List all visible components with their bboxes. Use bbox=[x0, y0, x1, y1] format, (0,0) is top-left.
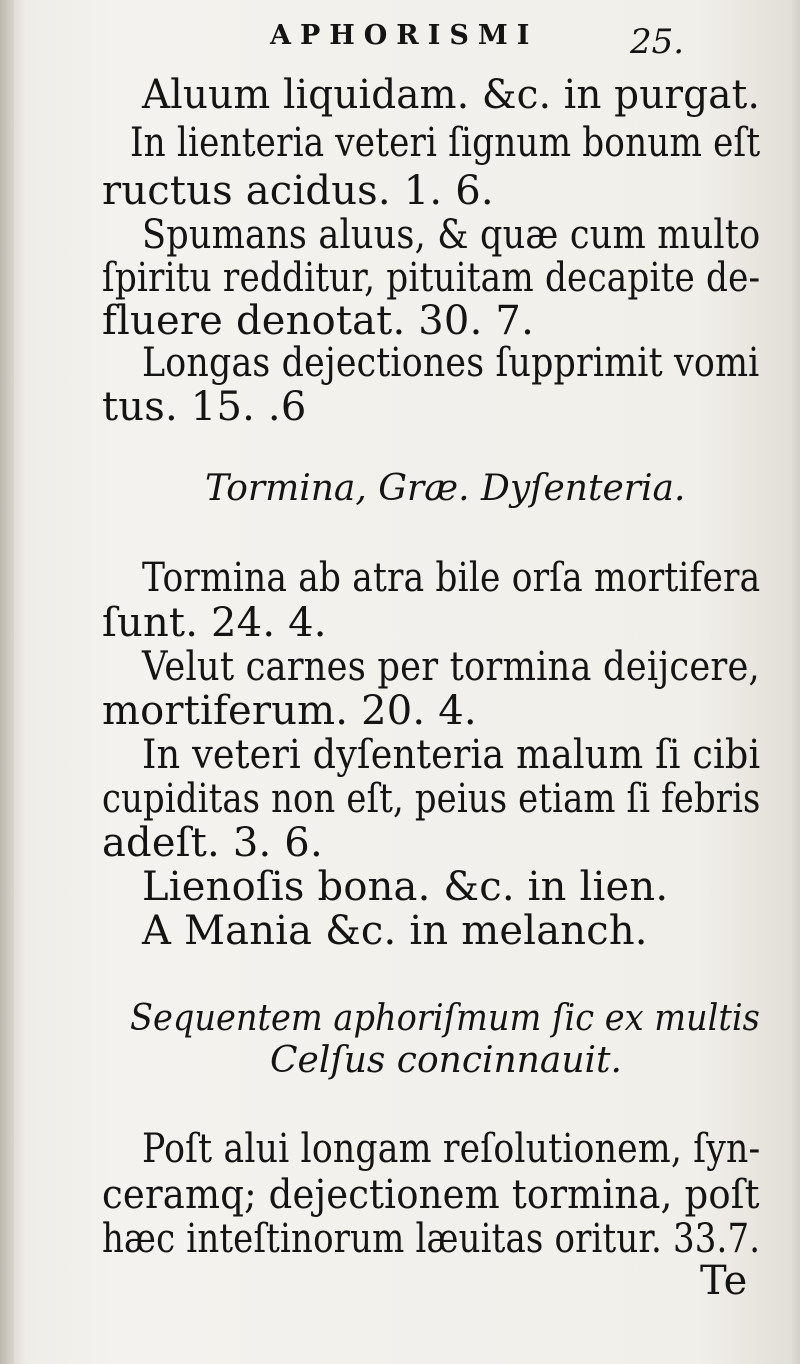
text-line: Spumans aluus, & quæ cum multo bbox=[142, 212, 761, 258]
text-line: cupiditas non eſt, peius etiam ſi febris bbox=[102, 776, 761, 822]
text-line: Poſt alui longam reſolutionem, ſyn- bbox=[142, 1126, 761, 1172]
text-line: Aluum liquidam. &c. in purgat. bbox=[142, 72, 761, 118]
text-line: tus. 15. .6 bbox=[102, 384, 307, 430]
page-number: 25. bbox=[630, 22, 685, 62]
text-line: ructus acidus. 1. 6. bbox=[102, 168, 494, 214]
section-heading-sequentem: Sequentem aphoriſmum ſic ex multis bbox=[130, 998, 760, 1039]
text-line: ſunt. 24. 4. bbox=[102, 600, 327, 646]
text-line: Tormina ab atra bile orſa mortifera bbox=[142, 555, 761, 601]
text-line: ſpiritu redditur, pituitam decapite de- bbox=[102, 255, 761, 301]
section-heading-sequentem-cont: Celſus concinnauit. bbox=[270, 1040, 622, 1081]
text-line: fluere denotat. 30. 7. bbox=[102, 298, 534, 344]
page-binding-edge bbox=[0, 0, 14, 1364]
text-line: In lienteria veteri ſignum bonum eſt bbox=[130, 120, 761, 166]
text-line: A Mania &c. in melanch. bbox=[142, 908, 648, 954]
running-title: APHORISMI bbox=[270, 20, 539, 51]
text-line: Lienoſis bona. &c. in lien. bbox=[142, 864, 669, 910]
text-line: In veteri dyſenteria malum ſi cibi bbox=[142, 732, 761, 778]
text-line: mortiferum. 20. 4. bbox=[102, 688, 477, 734]
catchword: Te bbox=[700, 1258, 748, 1304]
text-line: ceramq; dejectionem tormina, poſt bbox=[102, 1172, 760, 1218]
text-line: hæc inteſtinorum læuitas oritur. 33.7. bbox=[102, 1216, 761, 1262]
text-line: adeſt. 3. 6. bbox=[102, 820, 323, 866]
text-line: Velut carnes per tormina deijcere, bbox=[142, 644, 760, 690]
section-heading-tormina: Tormina, Græ. Dyſenteria. bbox=[205, 468, 686, 509]
text-line: Longas dejectiones ſupprimit vomi bbox=[142, 340, 760, 386]
